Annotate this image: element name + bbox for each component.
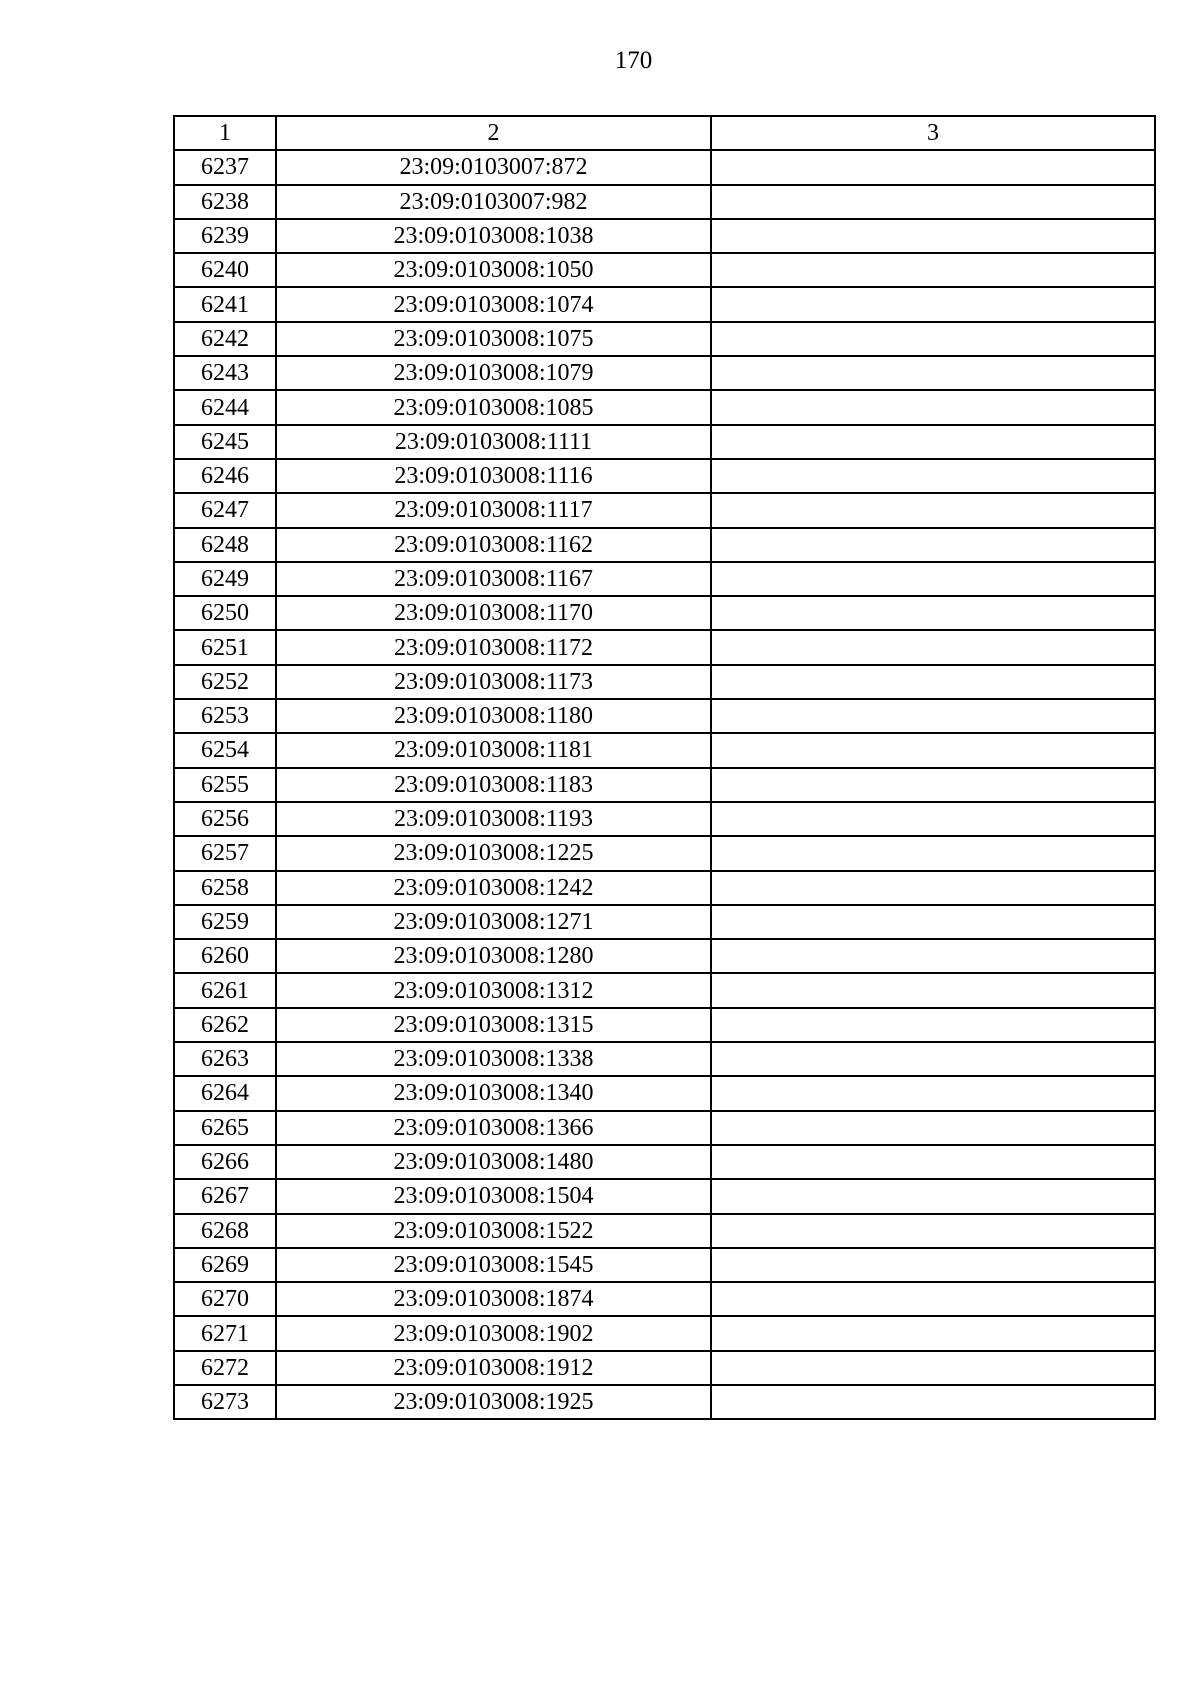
- cadastral-number-cell: 23:09:0103008:1874: [276, 1282, 711, 1316]
- notes-cell: [711, 356, 1155, 390]
- table-row: [174, 1385, 1155, 1419]
- table-row: [174, 150, 1155, 184]
- row-number-cell: 6244: [174, 390, 276, 424]
- notes-cell: [711, 699, 1155, 733]
- row-number-cell: 6238: [174, 185, 276, 219]
- row-number-cell: 6265: [174, 1111, 276, 1145]
- notes-cell: [711, 459, 1155, 493]
- table-row: [174, 1214, 1155, 1248]
- row-number-cell: 6263: [174, 1042, 276, 1076]
- cadastral-number-cell: 23:09:0103008:1074: [276, 287, 711, 321]
- cadastral-number-cell: 23:09:0103008:1480: [276, 1145, 711, 1179]
- notes-cell: [711, 1385, 1155, 1419]
- row-number-cell: 6243: [174, 356, 276, 390]
- table-body: [174, 116, 1155, 1419]
- notes-cell: [711, 1111, 1155, 1145]
- notes-cell: [711, 1042, 1155, 1076]
- table-row: [174, 1111, 1155, 1145]
- cadastral-number-cell: 23:09:0103008:1050: [276, 253, 711, 287]
- row-number-cell: 6252: [174, 665, 276, 699]
- cadastral-number-cell: 23:09:0103008:1522: [276, 1214, 711, 1248]
- table-row: [174, 905, 1155, 939]
- cadastral-number-cell: 23:09:0103008:1280: [276, 939, 711, 973]
- table-row: [174, 562, 1155, 596]
- cadastral-number-cell: 23:09:0103008:1504: [276, 1179, 711, 1213]
- row-number-cell: 6257: [174, 836, 276, 870]
- notes-cell: [711, 665, 1155, 699]
- cadastral-number-cell: 23:09:0103007:872: [276, 150, 711, 184]
- notes-cell: [711, 253, 1155, 287]
- row-number-cell: 6259: [174, 905, 276, 939]
- table-row: [174, 1042, 1155, 1076]
- cadastral-number-cell: 23:09:0103008:1180: [276, 699, 711, 733]
- table-row: [174, 1145, 1155, 1179]
- table-row: [174, 459, 1155, 493]
- row-number-cell: 6254: [174, 733, 276, 767]
- table-row: [174, 185, 1155, 219]
- cadastral-number-cell: 23:09:0103008:1173: [276, 665, 711, 699]
- row-number-cell: 6262: [174, 1008, 276, 1042]
- notes-cell: [711, 390, 1155, 424]
- table-row: [174, 596, 1155, 630]
- cadastral-number-cell: 23:09:0103008:1925: [276, 1385, 711, 1419]
- cadastral-number-cell: 23:09:0103008:1117: [276, 493, 711, 527]
- row-number-cell: 6267: [174, 1179, 276, 1213]
- cadastral-number-cell: 23:09:0103008:1225: [276, 836, 711, 870]
- row-number-cell: 6270: [174, 1282, 276, 1316]
- notes-cell: [711, 528, 1155, 562]
- cadastral-number-cell: 23:09:0103008:1183: [276, 768, 711, 802]
- cadastral-number-cell: 23:09:0103008:1545: [276, 1248, 711, 1282]
- header-cell-3: 3: [711, 116, 1155, 150]
- table-row: [174, 493, 1155, 527]
- table-row: [174, 733, 1155, 767]
- row-number-cell: 6261: [174, 973, 276, 1007]
- table-row: [174, 219, 1155, 253]
- row-number-cell: 6269: [174, 1248, 276, 1282]
- cadastral-number-cell: 23:09:0103007:982: [276, 185, 711, 219]
- header-cell-1: 1: [174, 116, 276, 150]
- cadastral-number-cell: 23:09:0103008:1902: [276, 1316, 711, 1350]
- cadastral-number-cell: 23:09:0103008:1193: [276, 802, 711, 836]
- table-row: [174, 528, 1155, 562]
- table-row: [174, 1316, 1155, 1350]
- cadastral-number-cell: 23:09:0103008:1172: [276, 630, 711, 664]
- table-row: [174, 699, 1155, 733]
- cadastral-number-cell: 23:09:0103008:1116: [276, 459, 711, 493]
- notes-cell: [711, 1076, 1155, 1110]
- notes-cell: [711, 1179, 1155, 1213]
- row-number-cell: 6240: [174, 253, 276, 287]
- table-row: [174, 1008, 1155, 1042]
- notes-cell: [711, 493, 1155, 527]
- notes-cell: [711, 871, 1155, 905]
- row-number-cell: 6241: [174, 287, 276, 321]
- notes-cell: [711, 1214, 1155, 1248]
- notes-cell: [711, 733, 1155, 767]
- row-number-cell: 6258: [174, 871, 276, 905]
- table-row: [174, 939, 1155, 973]
- table-row: [174, 1351, 1155, 1385]
- notes-cell: [711, 630, 1155, 664]
- row-number-cell: 6273: [174, 1385, 276, 1419]
- row-number-cell: 6256: [174, 802, 276, 836]
- row-number-cell: 6246: [174, 459, 276, 493]
- row-number-cell: 6272: [174, 1351, 276, 1385]
- notes-cell: [711, 1145, 1155, 1179]
- notes-cell: [711, 973, 1155, 1007]
- table-row: [174, 425, 1155, 459]
- cadastral-number-cell: 23:09:0103008:1312: [276, 973, 711, 1007]
- cadastral-number-cell: 23:09:0103008:1315: [276, 1008, 711, 1042]
- table-row: [174, 802, 1155, 836]
- cadastral-number-cell: 23:09:0103008:1271: [276, 905, 711, 939]
- notes-cell: [711, 1282, 1155, 1316]
- cadastral-number-cell: 23:09:0103008:1181: [276, 733, 711, 767]
- cadastral-number-cell: 23:09:0103008:1338: [276, 1042, 711, 1076]
- row-number-cell: 6248: [174, 528, 276, 562]
- cadastral-number-cell: 23:09:0103008:1038: [276, 219, 711, 253]
- cadastral-number-cell: 23:09:0103008:1167: [276, 562, 711, 596]
- row-number-cell: 6245: [174, 425, 276, 459]
- table-row: [174, 1179, 1155, 1213]
- page-number: 170: [614, 47, 653, 74]
- table-row: [174, 973, 1155, 1007]
- table-row: [174, 1076, 1155, 1110]
- cadastral-table: [173, 115, 1156, 1420]
- notes-cell: [711, 1316, 1155, 1350]
- table-row: [174, 768, 1155, 802]
- cadastral-number-cell: 23:09:0103008:1111: [276, 425, 711, 459]
- notes-cell: [711, 1008, 1155, 1042]
- row-number-cell: 6250: [174, 596, 276, 630]
- table-row: [174, 871, 1155, 905]
- cadastral-number-cell: 23:09:0103008:1912: [276, 1351, 711, 1385]
- cadastral-number-cell: 23:09:0103008:1075: [276, 322, 711, 356]
- cadastral-number-cell: 23:09:0103008:1085: [276, 390, 711, 424]
- notes-cell: [711, 768, 1155, 802]
- row-number-cell: 6266: [174, 1145, 276, 1179]
- cadastral-number-cell: 23:09:0103008:1079: [276, 356, 711, 390]
- notes-cell: [711, 596, 1155, 630]
- table-row: [174, 390, 1155, 424]
- notes-cell: [711, 905, 1155, 939]
- cadastral-number-cell: 23:09:0103008:1366: [276, 1111, 711, 1145]
- row-number-cell: 6268: [174, 1214, 276, 1248]
- notes-cell: [711, 322, 1155, 356]
- table-row: [174, 665, 1155, 699]
- notes-cell: [711, 219, 1155, 253]
- notes-cell: [711, 939, 1155, 973]
- row-number-cell: 6239: [174, 219, 276, 253]
- notes-cell: [711, 1351, 1155, 1385]
- cadastral-number-cell: 23:09:0103008:1162: [276, 528, 711, 562]
- notes-cell: [711, 287, 1155, 321]
- row-number-cell: 6271: [174, 1316, 276, 1350]
- row-number-cell: 6255: [174, 768, 276, 802]
- row-number-cell: 6247: [174, 493, 276, 527]
- row-number-cell: 6242: [174, 322, 276, 356]
- table-header-row: [174, 116, 1155, 150]
- notes-cell: [711, 836, 1155, 870]
- row-number-cell: 6260: [174, 939, 276, 973]
- cadastral-number-cell: 23:09:0103008:1242: [276, 871, 711, 905]
- notes-cell: [711, 802, 1155, 836]
- row-number-cell: 6251: [174, 630, 276, 664]
- notes-cell: [711, 185, 1155, 219]
- table-row: [174, 287, 1155, 321]
- row-number-cell: 6253: [174, 699, 276, 733]
- cadastral-number-cell: 23:09:0103008:1170: [276, 596, 711, 630]
- row-number-cell: 6237: [174, 150, 276, 184]
- header-cell-2: 2: [276, 116, 711, 150]
- notes-cell: [711, 562, 1155, 596]
- table-row: [174, 1248, 1155, 1282]
- table-row: [174, 836, 1155, 870]
- table-row: [174, 1282, 1155, 1316]
- table-row: [174, 356, 1155, 390]
- cadastral-number-cell: 23:09:0103008:1340: [276, 1076, 711, 1110]
- table-row: [174, 322, 1155, 356]
- table-row: [174, 253, 1155, 287]
- table-row: [174, 630, 1155, 664]
- notes-cell: [711, 1248, 1155, 1282]
- notes-cell: [711, 425, 1155, 459]
- row-number-cell: 6249: [174, 562, 276, 596]
- row-number-cell: 6264: [174, 1076, 276, 1110]
- notes-cell: [711, 150, 1155, 184]
